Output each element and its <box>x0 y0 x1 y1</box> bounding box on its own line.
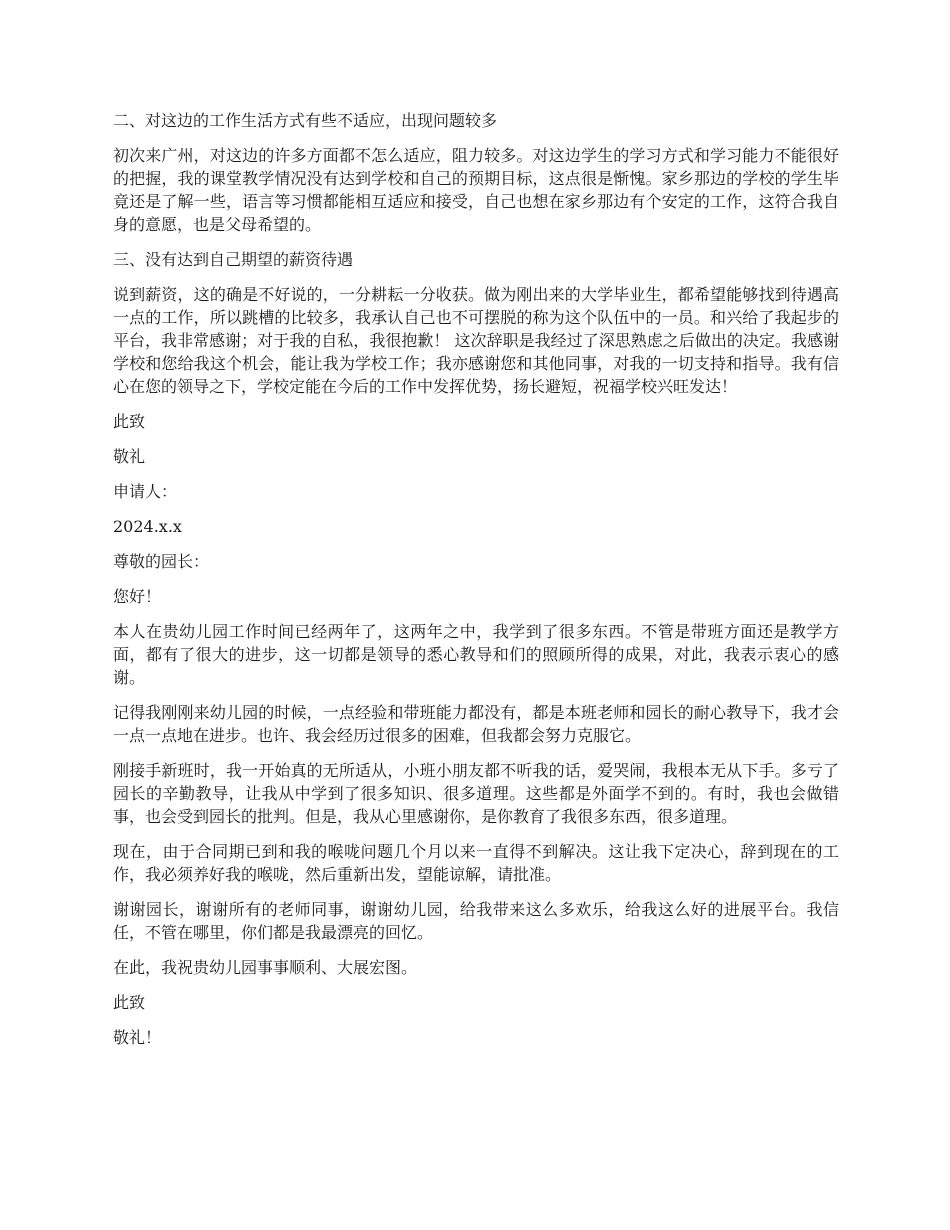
closing-salutation: 此致 <box>113 412 146 431</box>
date-line: 2024.x.x <box>113 517 182 536</box>
closing-regards: 敬礼！ <box>113 1028 162 1047</box>
paragraph: 谢谢园长，谢谢所有的老师同事，谢谢幼儿园，给我带来这么多欢乐，给我这么好的进展平台。我信任，不管在哪里，你们都是我最漂亮的回忆。 <box>113 900 839 942</box>
paragraph: 在此，我祝贵幼儿园事事顺利、大展宏图。 <box>113 958 418 977</box>
paragraph: 初次来广州，对这边的许多方面都不怎么适应，阻力较多。对这边学生的学习方式和学习能力不能很好的把握，我的课堂教学情况没有达到学校和自己的预期目标，这点很是惭愧。家乡那边的学校的学生毕竟还是了解一些，语言等习惯都能相互适应和接受，自己也想在家乡那边有个安定的工作，这符合我自身的意愿，也是父母希望的。 <box>113 146 839 234</box>
paragraph: 现在，由于合同期已到和我的喉咙问题几个月以来一直得不到解决。这让我下定决心，辞到现在的工作，我必须养好我的喉咙，然后重新出发，望能谅解，请批准。 <box>113 842 839 884</box>
paragraph: 本人在贵幼儿园工作时间已经两年了，这两年之中，我学到了很多东西。不管是带班方面还是教学方面，都有了很大的进步，这一切都是领导的悉心教导和们的照顾所得的成果，对此，我表示衷心的感谢。 <box>113 622 839 687</box>
section-heading-2: 二、对这边的工作生活方式有些不适应，出现问题较多 <box>113 111 498 130</box>
paragraph: 说到薪资，这的确是不好说的，一分耕耘一分收获。做为刚出来的大学毕业生，都希望能够找到待遇高一点的工作，所以跳槽的比较多，我承认自己也不可摆脱的称为这个队伍中的一员。和兴给了我起步的平台，我非常感谢；对于我的自私，我很抱歉！ 这次辞职是我经过了深思熟虑之后做出的决定。我感谢学校和您给我这个机会，能让我为学校工作；我亦感谢您和其他同事，对我的一切支持和指导。我有信心在您的领导之下，学校定能在今后的工作中发挥优势，扬长避短，祝福学校兴旺发达！ <box>113 285 839 396</box>
closing-salutation: 此致 <box>113 993 146 1012</box>
section-heading-3: 三、没有达到自己期望的薪资待遇 <box>113 250 354 269</box>
paragraph: 记得我刚刚来幼儿园的时候，一点经验和带班能力都没有，都是本班老师和园长的耐心教导下，我才会一点一点地在进步。也许、我会经历过很多的困难，但我都会努力克服它。 <box>113 703 839 745</box>
greeting: 您好！ <box>113 587 162 606</box>
document-body <box>113 109 839 1061</box>
closing-regards: 敬礼 <box>113 447 146 466</box>
greeting-addressee: 尊敬的园长： <box>113 552 210 571</box>
applicant-label: 申请人： <box>113 482 178 501</box>
paragraph: 刚接手新班时，我一开始真的无所适从，小班小朋友都不听我的话，爱哭闹，我根本无从下手。多亏了园长的辛勤教导，让我从中学到了很多知识、很多道理。这些都是外面学不到的。有时，我也会做错事，也会受到园长的批判。但是，我从心里感谢你，是你教育了我很多东西，很多道理。 <box>113 761 839 826</box>
